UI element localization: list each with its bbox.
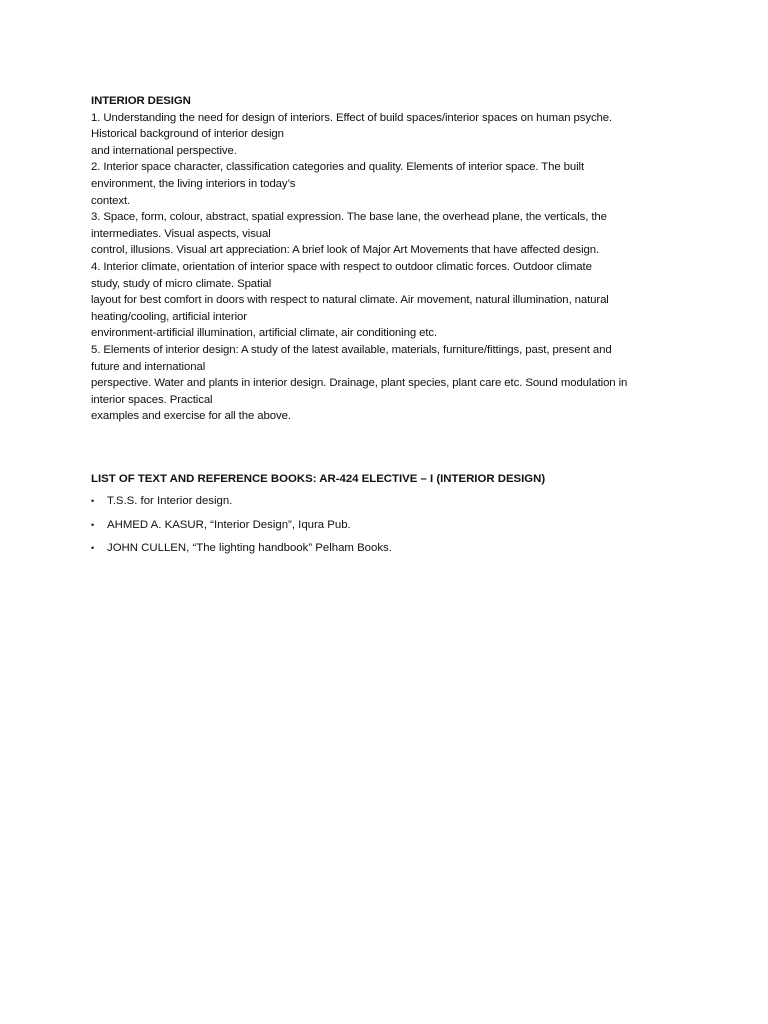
text-line: 4. Interior climate, orientation of interior space with respect to outdoor climatic forces. Outdoor climate <box>91 260 592 273</box>
bullet-icon: • <box>91 543 95 553</box>
text-line: 2. Interior space character, classification categories and quality. Elements of interior space. The built <box>91 161 585 174</box>
text-line: examples and exercise for all the above. <box>91 410 291 423</box>
text-line: perspective. Water and plants in interior design. Drainage, plant species, plant care etc. Sound modulation in <box>91 377 628 390</box>
syllabus-body <box>91 93 691 425</box>
book-entry: T.S.S. for Interior design. <box>107 495 233 507</box>
text-line: study, study of micro climate. Spatial <box>91 277 272 290</box>
bullet-icon: • <box>91 496 95 506</box>
text-line: interior spaces. Practical <box>91 393 213 406</box>
text-line: heating/cooling, artificial interior <box>91 310 247 323</box>
text-line: 1. Understanding the need for design of interiors. Effect of build spaces/interior spaces on human psyche. <box>91 111 613 124</box>
bullet-icon: • <box>91 519 95 530</box>
text-line: layout for best comfort in doors with respect to natural climate. Air movement, natural illumination, natural <box>91 294 609 307</box>
list-item <box>91 540 392 564</box>
books-heading: LIST OF TEXT AND REFERENCE BOOKS: AR-424 ELECTIVE – I (INTERIOR DESIGN) <box>91 473 546 485</box>
list-item <box>91 493 392 517</box>
book-entry: JOHN CULLEN, “The lighting handbook” Pelham Books. <box>107 542 392 554</box>
text-line: environment-artificial illumination, artificial climate, air conditioning etc. <box>91 327 438 340</box>
text-line: 5. Elements of interior design: A study of the latest available, materials, furniture/fittings, past, present and <box>91 343 612 356</box>
text-line: environment, the living interiors in today’s <box>91 177 296 190</box>
books-list <box>91 493 392 564</box>
text-line: 3. Space, form, colour, abstract, spatial expression. The base lane, the overhead plane, the verticals, the <box>91 211 607 224</box>
book-entry: AHMED A. KASUR, “Interior Design”, Iqura Pub. <box>107 518 351 531</box>
text-line: future and international <box>91 360 206 373</box>
text-line: context. <box>91 194 131 207</box>
text-line: Historical background of interior design <box>91 128 284 141</box>
text-line: control, illusions. Visual art appreciation: A brief look of Major Art Movements that have affected design. <box>91 244 600 257</box>
text-line: intermediates. Visual aspects, visual <box>91 227 271 240</box>
text-line: and international perspective. <box>91 144 237 157</box>
list-item <box>91 517 392 541</box>
section-title: INTERIOR DESIGN <box>91 95 191 107</box>
